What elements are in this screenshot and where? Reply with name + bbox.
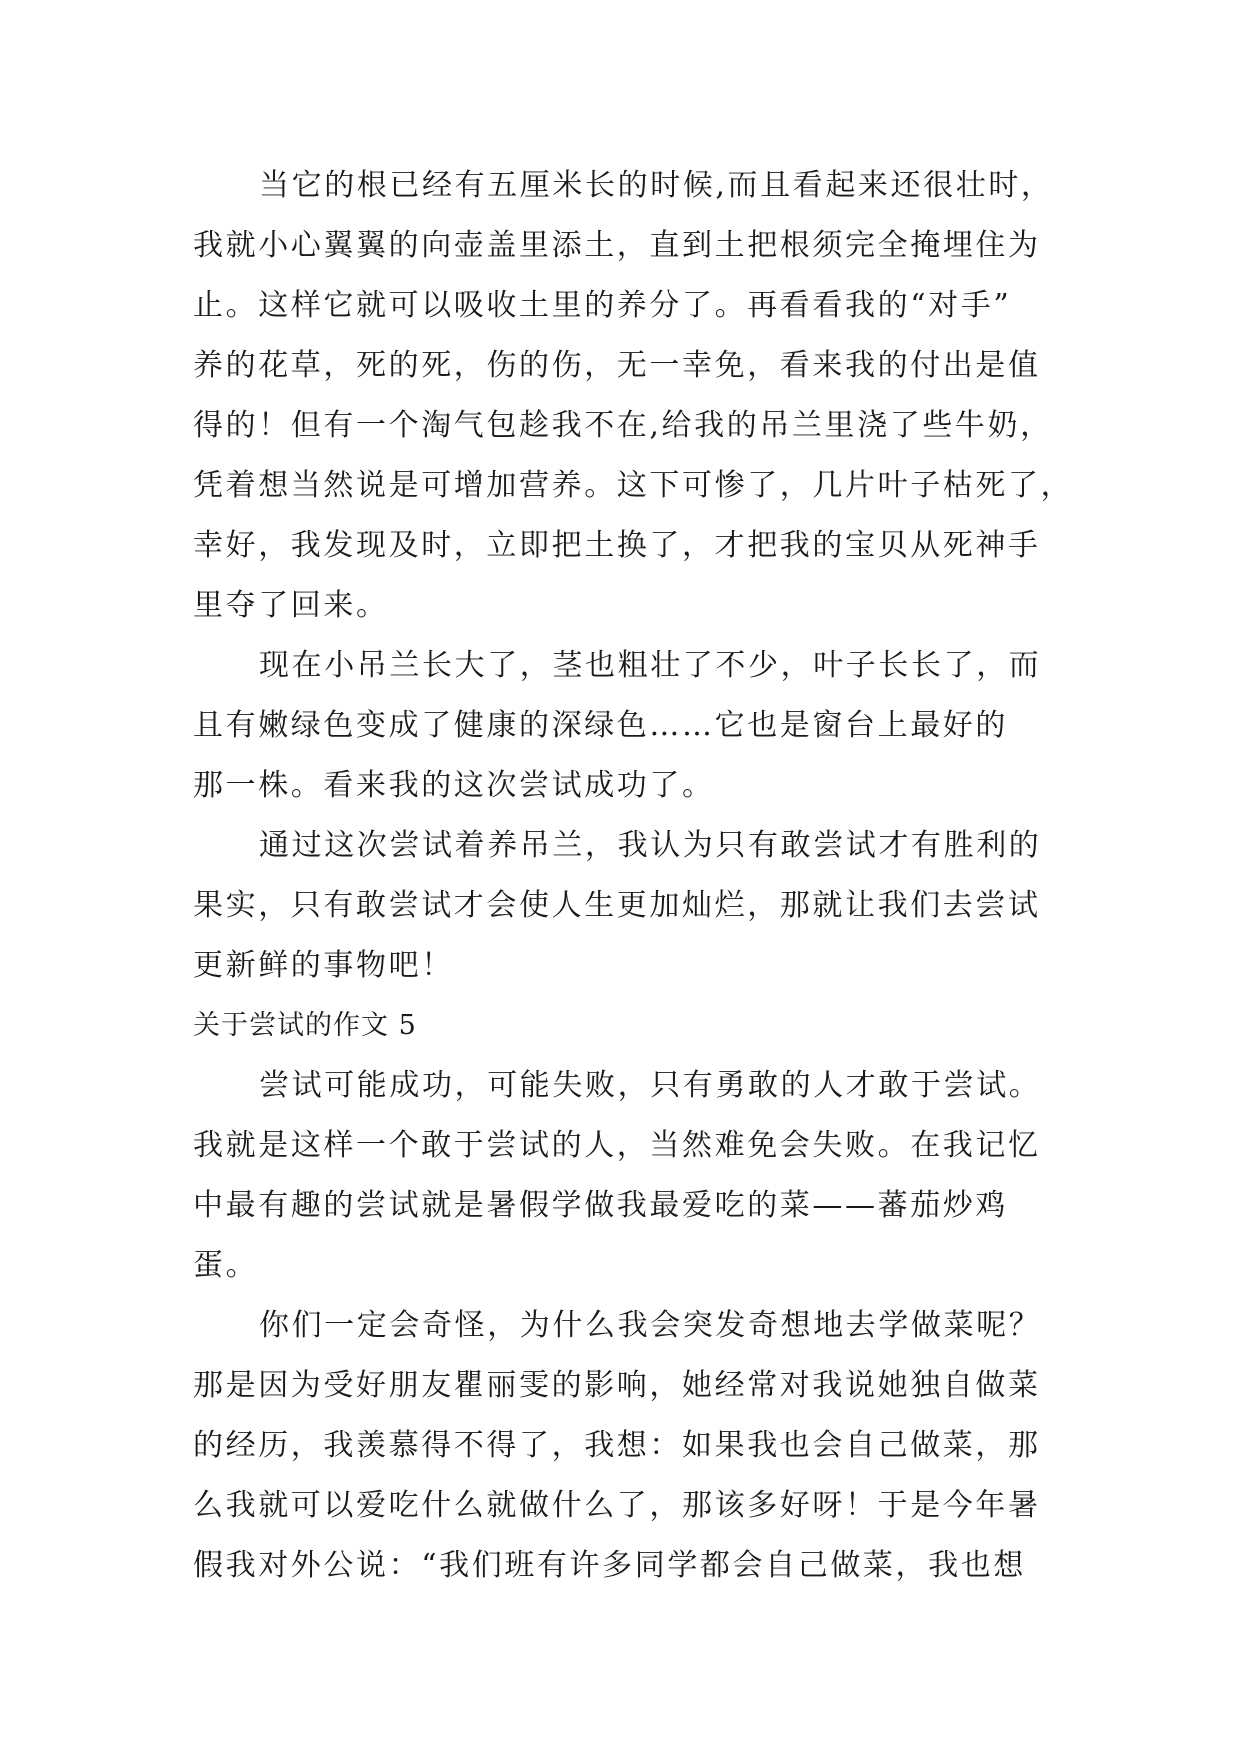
text-line: 果实，只有敢尝试才会使人生更加灿烂，那就让我们去尝试 [193,888,1041,923]
text-line: 你们一定会奇怪，为什么我会突发奇想地去学做菜呢？ [259,1308,1042,1343]
text-line: 么我就可以爱吃什么就做什么了，那该多好呀！于是今年暑 [193,1488,1041,1523]
text-line: 更新鲜的事物吧！ [193,948,454,983]
text-line: 的经历，我羡慕得不得了，我想：如果我也会自己做菜，那 [193,1428,1041,1463]
paragraph [193,156,1093,636]
paragraph [193,816,1093,996]
text-line: 且有嫩绿色变成了健康的深绿色……它也是窗台上最好的 [193,708,1008,743]
text-line: 得的！但有一个淘气包趁我不在,给我的吊兰里浇了些牛奶， [193,408,1053,443]
text-line: 养的花草，死的死，伤的伤，无一幸免，看来我的付出是值 [193,348,1041,383]
text-line: 止。这样它就可以吸收土里的养分了。再看看我的“对手” [193,288,1012,323]
text-line: 幸好，我发现及时，立即把土换了，才把我的宝贝从死神手 [193,528,1041,563]
text-line: 当它的根已经有五厘米长的时候,而且看起来还很壮时， [259,168,1054,203]
text-line: 现在小吊兰长大了，茎也粗壮了不少，叶子长长了，而 [259,648,1042,683]
text-line: 蛋。 [193,1248,259,1283]
text-line: 凭着想当然说是可增加营养。这下可惨了，几片叶子枯死了， [193,468,1074,503]
paragraph [193,636,1093,816]
text-line: 通过这次尝试着养吊兰，我认为只有敢尝试才有胜利的 [259,828,1042,863]
text-line: 里夺了回来。 [193,588,389,623]
text-line: 我就小心翼翼的向壶盖里添土，直到土把根须完全掩埋住为 [193,228,1041,263]
document-body [193,156,1093,1596]
text-line: 那一株。看来我的这次尝试成功了。 [193,768,715,803]
paragraph [193,1056,1093,1296]
section-heading: 关于尝试的作文 5 [193,1010,417,1041]
text-line: 尝试可能成功，可能失败，只有勇敢的人才敢于尝试。 [259,1068,1042,1103]
text-line: 中最有趣的尝试就是暑假学做我最爱吃的菜——蕃茄炒鸡 [193,1188,1008,1223]
paragraph [193,1296,1093,1596]
text-line: 假我对外公说：“我们班有许多同学都会自己做菜，我也想 [193,1548,1026,1583]
text-line: 那是因为受好朋友瞿丽雯的影响，她经常对我说她独自做菜 [193,1368,1041,1403]
text-line: 我就是这样一个敢于尝试的人，当然难免会失败。在我记忆 [193,1128,1041,1163]
